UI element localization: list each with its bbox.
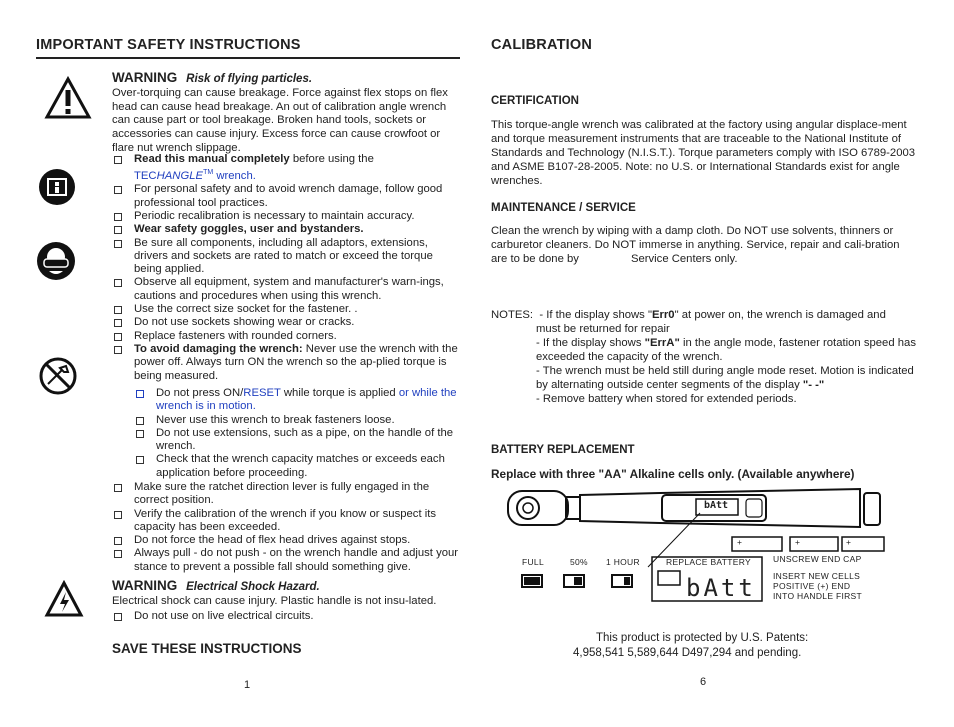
brand-name: TECHANGLE™ wrench.	[134, 169, 256, 183]
list-item: Replace fasteners with rounded corners.	[112, 330, 462, 343]
list-item: Check that the wrench capacity matches or exceeds each application before proceeding.	[134, 453, 462, 480]
warning-triangle-icon	[44, 76, 92, 120]
list-item: Do not use on live electrical circuits.	[112, 610, 462, 623]
certification-heading: CERTIFICATION	[491, 95, 579, 107]
battery-1hour-label: 1 HOUR	[606, 557, 640, 567]
battery-full-label: FULL	[522, 557, 544, 567]
replace-battery-label: REPLACE BATTERY	[666, 557, 751, 567]
list-item: Verify the calibration of the wrench if you know or suspect its capacity has been exceeded.	[112, 508, 462, 535]
no-wrench-extension-icon	[38, 356, 78, 396]
warning-text: Electrical shock can cause injury. Plastic handle is not insu-lated.	[112, 595, 437, 607]
battery-plus-label: +	[795, 537, 801, 547]
list-item: Always pull - do not push - on the wrench handle and adjust your stance to prevent a possible fall should something give.	[112, 547, 462, 574]
safety-bullet-list	[112, 153, 462, 383]
warning-subtitle: Electrical Shock Hazard.	[186, 581, 320, 593]
list-item: Do not force the head of flex head drives against stops.	[112, 534, 462, 547]
save-instructions-heading: SAVE THESE INSTRUCTIONS	[112, 641, 302, 656]
maintenance-heading: MAINTENANCE / SERVICE	[491, 202, 636, 214]
patents-line-2: 4,958,541 5,589,644 D497,294 and pending.	[573, 647, 802, 659]
list-item: Periodic recalibration is necessary to maintain accuracy.	[112, 210, 462, 223]
electrical-hazard-icon	[44, 580, 84, 618]
list-item: Read this manual completely before using the TECHANGLE™ wrench.	[112, 153, 462, 183]
list-item: Be sure all components, including all adaptors, extensions, drivers and sockets are rated to match or exceed the torque being applied.	[112, 237, 462, 277]
right-section-title: CALIBRATION	[491, 37, 593, 53]
warning-text: Over-torquing can cause breakage. Force against flex stops on flex head can cause head breakage. An out of calibration angle wrench can cause part or tool breakage. Broken hand tools, sockets or accessories can cause injury. Excess force can cause crowfoot or flare nut wrench slippage.	[112, 87, 448, 154]
read-manual-icon	[38, 168, 76, 206]
list-item: For personal safety and to avoid wrench damage, follow good professional tool practices.	[112, 183, 462, 210]
maintenance-text: Clean the wrench by wiping with a damp cloth. Do NOT use solvents, thinners or carburetor cleaners. Do NOT immerse in anything. Service, repair and cali-bration are to be done by Service Centers only.	[491, 225, 900, 265]
display-small-text: bAtt	[704, 500, 729, 511]
certification-text: This torque-angle wrench was calibrated at the factory using angular displace-ment and torque measurement instruments that are traceable to the National Institute of Standards and Technology (N.I.S.T.). Torque parameters comply with ISO 6789-2003 and ASME B107-28-2005. Note: no U.S. or International Standards exist for angle wrenches.	[491, 119, 916, 187]
title-rule	[36, 57, 460, 59]
list-item: Do not press ON/RESET while torque is applied or while the wrench is in motion.	[134, 387, 462, 414]
list-item: Use the correct size socket for the fastener. .	[112, 303, 462, 316]
left-section-title: IMPORTANT SAFETY INSTRUCTIONS	[36, 37, 301, 53]
battery-heading: BATTERY REPLACEMENT	[491, 444, 635, 456]
warning-heading: WARNING	[112, 70, 178, 85]
display-large-text: bAtt	[686, 574, 756, 602]
insert-cells-label-3: INTO HANDLE FIRST	[773, 591, 863, 601]
warning-subtitle: Risk of flying particles.	[186, 73, 313, 85]
list-item: Make sure the ratchet direction lever is fully engaged in the correct position.	[112, 481, 462, 508]
list-item: Wear safety goggles, user and bystanders.	[112, 223, 462, 236]
safety-bullet-list-2	[112, 481, 462, 574]
list-item: Never use this wrench to break fasteners loose.	[134, 414, 462, 427]
notes-block: NOTES: - If the display shows "Err0" at power on, the wrench is damaged and must be returned for repair - If the display shows "ErrA" in the angle mode, fastener rotation speed has exceeded the capacity of the wrench. - The wrench must be held still during angle mode reset. Motion is indicated by alternating outside center segments of the display "- -" - Remove battery when stored for extended periods.	[491, 309, 916, 405]
sub-bullet-list	[134, 387, 462, 480]
battery-50-label: 50%	[570, 557, 588, 567]
warning-heading: WARNING	[112, 578, 178, 593]
battery-subheading: Replace with three "AA" Alkaline cells only. (Available anywhere)	[491, 467, 855, 481]
warning-electrical-shock	[112, 577, 462, 623]
battery-plus-label: +	[737, 537, 743, 547]
insert-cells-label-1: INSERT NEW CELLS	[773, 571, 861, 581]
page-number-right: 6	[700, 676, 707, 688]
list-item: Do not use sockets showing wear or cracks.	[112, 316, 462, 329]
insert-cells-label-2: POSITIVE (+) END	[773, 581, 851, 591]
list-item: To avoid damaging the wrench: Never use the wrench with the power off. Always turn ON the wrench so the ap-plied torque is being measured.	[112, 343, 462, 383]
unscrew-cap-label: UNSCREW END CAP	[773, 554, 862, 564]
page-number-left: 1	[244, 679, 251, 691]
safety-goggles-icon	[36, 241, 76, 281]
list-item: Do not use extensions, such as a pipe, on the handle of the wrench.	[134, 427, 462, 454]
warning-flying-particles	[112, 69, 462, 156]
list-item: Observe all equipment, system and manufacturer's warn-ings, cautions and procedures when using this wrench.	[112, 276, 462, 303]
wrench-head-icon	[508, 491, 580, 525]
battery-plus-label: +	[846, 537, 852, 547]
patents-line-1: This product is protected by U.S. Patents:	[596, 632, 809, 644]
